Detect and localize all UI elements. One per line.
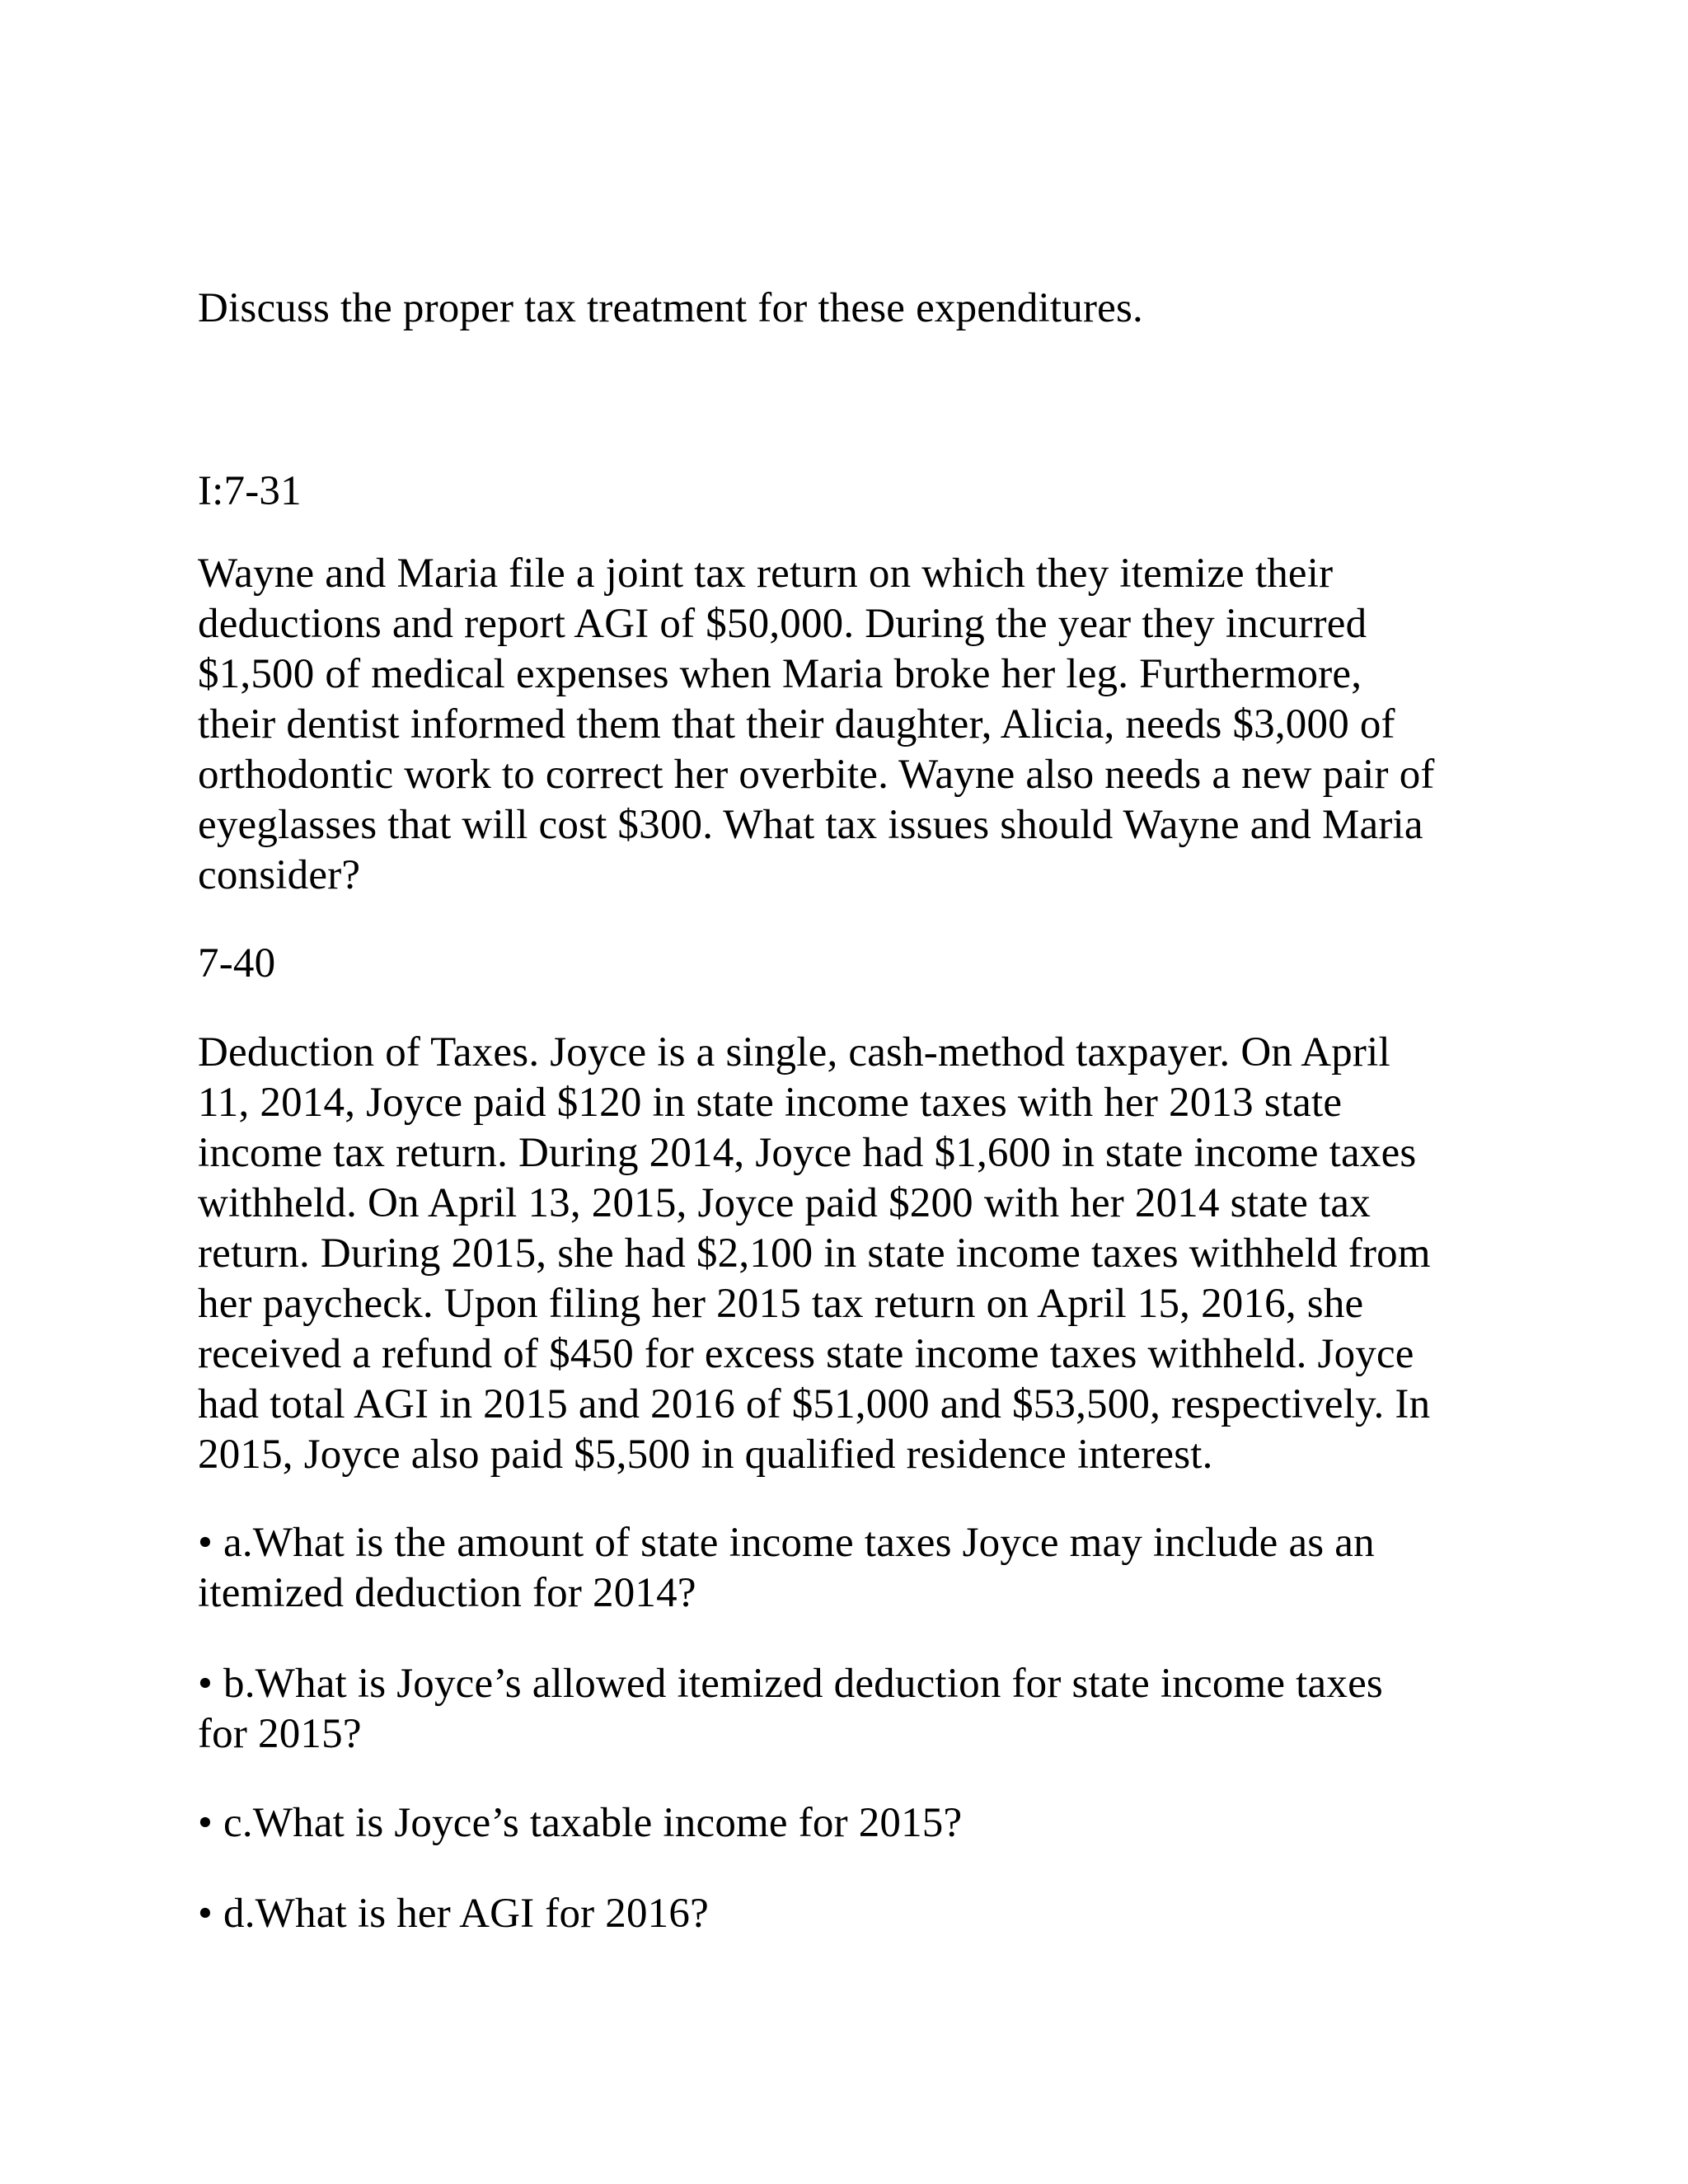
paragraph-line: deductions and report AGI of $50,000. During the year they incurred [198, 601, 1367, 647]
paragraph-line: had total AGI in 2015 and 2016 of $51,000 and $53,500, respectively. In [198, 1381, 1431, 1427]
paragraph-line: 11, 2014, Joyce paid $120 in state income taxes with her 2013 state [198, 1080, 1343, 1126]
paragraph-line: her paycheck. Upon filing her 2015 tax return on April 15, 2016, she [198, 1281, 1364, 1327]
problem-1-paragraph [198, 549, 1500, 901]
paragraph-line: income tax return. During 2014, Joyce had $1,600 in state income taxes [198, 1130, 1417, 1176]
problem-number-label: I:7-31 [198, 468, 302, 514]
question-line: • d.What is her AGI for 2016? [198, 1891, 709, 1937]
paragraph-line: return. During 2015, she had $2,100 in state income taxes withheld from [198, 1230, 1431, 1277]
paragraph-line: eyeglasses that will cost $300. What tax issues should Wayne and Maria [198, 802, 1423, 848]
question-line: itemized deduction for 2014? [198, 1570, 696, 1616]
problem-2-number [198, 939, 1500, 989]
question-line: for 2015? [198, 1711, 362, 1757]
question-line: • b.What is Joyce’s allowed itemized deduction for state income taxes [198, 1661, 1383, 1707]
paragraph-line: 2015, Joyce also paid $5,500 in qualified residence interest. [198, 1432, 1213, 1478]
intro-line: Discuss the proper tax treatment for these expenditures. [198, 285, 1143, 331]
paragraph-line: withheld. On April 13, 2015, Joyce paid $200 with her 2014 state tax [198, 1180, 1371, 1226]
paragraph-line: consider? [198, 852, 361, 898]
question-line: • a.What is the amount of state income taxes Joyce may include as an [198, 1520, 1375, 1566]
intro-paragraph [198, 284, 1500, 334]
question-a [198, 1518, 1500, 1619]
paragraph-line: orthodontic work to correct her overbite. Wayne also needs a new pair of [198, 752, 1435, 798]
problem-1-number [198, 466, 1500, 517]
question-c [198, 1798, 1500, 1849]
problem-2-paragraph [198, 1028, 1500, 1480]
paragraph-line: Wayne and Maria file a joint tax return on which they itemize their [198, 551, 1334, 597]
problem-number-label: 7-40 [198, 940, 276, 987]
paragraph-line: received a refund of $450 for excess state income taxes withheld. Joyce [198, 1331, 1414, 1377]
question-d [198, 1889, 1500, 1939]
question-line: • c.What is Joyce’s taxable income for 2015? [198, 1800, 963, 1846]
question-b [198, 1659, 1500, 1760]
paragraph-line: $1,500 of medical expenses when Maria broke her leg. Furthermore, [198, 651, 1362, 697]
paragraph-line: Deduction of Taxes. Joyce is a single, cash-method taxpayer. On April [198, 1029, 1390, 1076]
paragraph-line: their dentist informed them that their daughter, Alicia, needs $3,000 of [198, 701, 1395, 748]
